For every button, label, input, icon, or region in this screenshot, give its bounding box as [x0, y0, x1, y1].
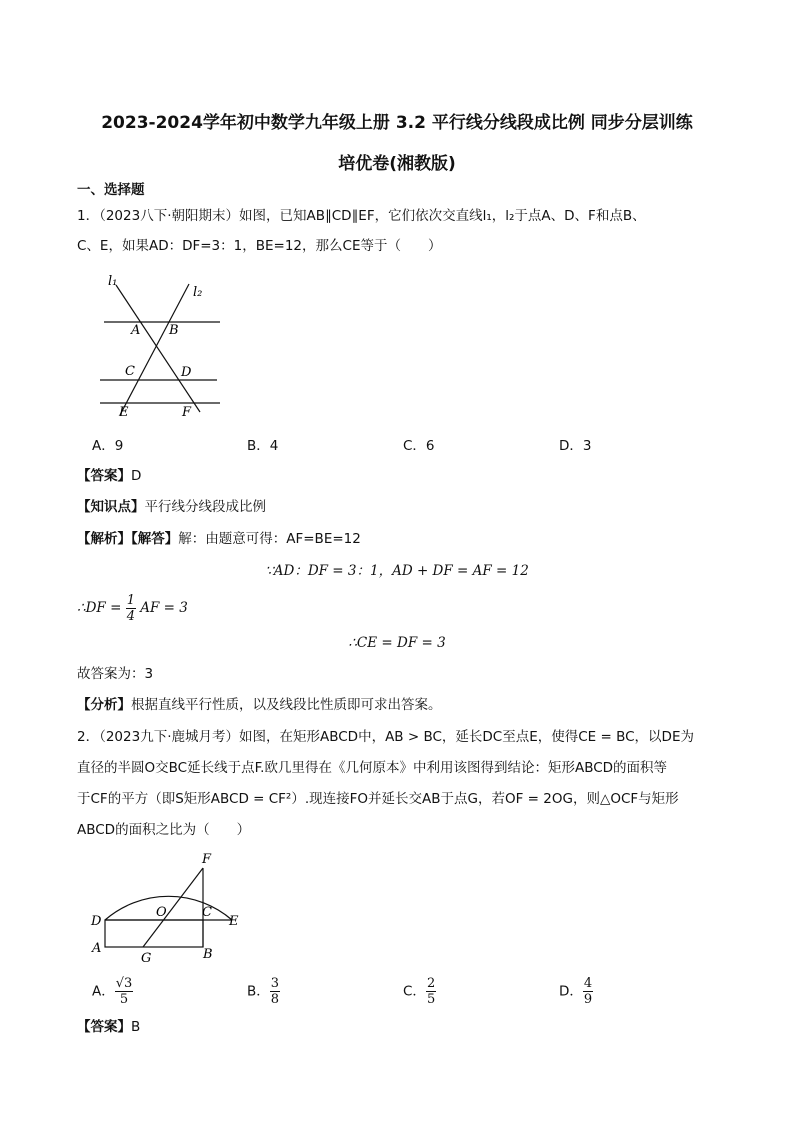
q1-equation-3: ∴CE = DF = 3 [348, 635, 446, 651]
label-c: C [202, 905, 212, 920]
option-a-num: √3 [115, 976, 133, 991]
q1-conclusion: 故答案为：3 [77, 666, 154, 682]
q2-answer [77, 1017, 140, 1037]
option-c-fraction [426, 976, 436, 1007]
label-l2: l₂ [193, 285, 203, 300]
eq2-prefix: ∴DF = [77, 600, 122, 616]
label-o: O [156, 905, 167, 920]
q1-equation-2 [77, 593, 188, 624]
q1-option-b[interactable]: B．4 [247, 438, 279, 454]
title-line-1: 2023-2024学年初中数学九年级上册 3.2 平行线分线段成比例 同步分层训练 [101, 113, 693, 133]
q2-figure [88, 848, 248, 968]
q2-line-3: 于CF的平方（即S矩形ABCD = CF²）.现连接FO并延长交AB于点G，若OF = 2OG，则△OCF与矩形 [77, 791, 679, 807]
option-d-num: 4 [583, 976, 593, 991]
eq2-num: 1 [126, 593, 135, 608]
answer-label: 【答案】 [77, 468, 131, 484]
option-d-fraction [583, 976, 593, 1007]
label-b: B [169, 323, 179, 338]
label-g: G [141, 951, 152, 966]
option-a-den: 5 [119, 992, 129, 1007]
eq2-den: 4 [126, 609, 135, 624]
q1-line-1: 1．（2023八下·朝阳期末）如图，已知AB∥CD∥EF，它们依次交直线l₁，l₂于点A、D、F和点B、 [77, 208, 646, 224]
option-d-label: D． [559, 983, 583, 1000]
knowledge-value: 平行线分线段成比例 [144, 499, 266, 515]
q1-option-a[interactable]: A．9 [92, 438, 124, 454]
line-l2 [120, 284, 189, 415]
analysis-value: 解：由题意可得：AF=BE=12 [178, 531, 361, 547]
q1-option-c[interactable]: C．6 [403, 438, 435, 454]
option-c-num: 2 [426, 976, 436, 991]
q2-option-b[interactable] [247, 976, 280, 1007]
fenxi-value: 根据直线平行性质，以及线段比性质即可求出答案。 [131, 697, 442, 713]
q2-line-4: ABCD的面积之比为（ ） [77, 822, 251, 838]
option-a-fraction [115, 976, 134, 1007]
line-fg [143, 868, 203, 947]
eq2-suffix: AF = 3 [140, 600, 188, 616]
option-b-num: 3 [270, 976, 280, 991]
q2-option-a[interactable] [92, 976, 133, 1007]
semicircle-arc [105, 896, 232, 920]
q1-equation-1: ∵AD：DF = 3：1，AD + DF = AF = 12 [265, 563, 529, 579]
label-a: A [131, 323, 141, 338]
q1-knowledge [77, 497, 266, 517]
option-a-label: A． [92, 983, 115, 1000]
label-d: D [91, 914, 102, 929]
q1-line-2: C、E，如果AD：DF=3：1，BE=12，那么CE等于（ ） [77, 238, 442, 254]
q2-option-d[interactable] [559, 976, 593, 1007]
label-e: E [119, 405, 129, 420]
q2-option-c[interactable] [403, 976, 436, 1007]
q2-answer-value: B [131, 1019, 141, 1035]
title-line-2: 培优卷(湘教版) [338, 154, 456, 174]
line-l1 [116, 285, 203, 412]
q1-option-d[interactable]: D．3 [559, 438, 592, 454]
knowledge-label: 【知识点】 [77, 499, 145, 515]
label-f: F [202, 852, 212, 867]
option-b-label: B． [247, 983, 270, 1000]
q1-figure [92, 270, 232, 420]
label-f: F [182, 405, 192, 420]
eq2-fraction [126, 593, 136, 624]
option-d-den: 9 [583, 992, 593, 1007]
q2-line-1: 2．（2023九下·鹿城月考）如图，在矩形ABCD中，AB > BC，延长DC至点E，使得CE = BC，以DE为 [77, 729, 694, 745]
option-b-den: 8 [270, 992, 280, 1007]
label-b: B [203, 947, 213, 962]
label-d: D [181, 365, 192, 380]
label-a: A [92, 941, 102, 956]
option-c-label: C． [403, 983, 426, 1000]
analysis-label: 【解析】【解答】 [77, 531, 179, 547]
option-b-fraction [270, 976, 280, 1007]
label-c: C [125, 364, 135, 379]
q2-answer-label: 【答案】 [77, 1019, 131, 1035]
q1-analysis [77, 529, 361, 549]
q1-answer [77, 466, 141, 486]
option-c-den: 5 [426, 992, 436, 1007]
q2-line-2: 直径的半圆O交BC延长线于点F.欧几里得在《几何原本》中利用该图得到结论：矩形ABCD的面积等 [77, 760, 668, 776]
fenxi-label: 【分析】 [77, 697, 131, 713]
section-heading: 一、选择题 [77, 182, 145, 198]
label-l1: l₁ [108, 274, 118, 289]
answer-value: D [131, 468, 142, 484]
q1-fenxi [77, 695, 442, 715]
label-e: E [229, 914, 239, 929]
